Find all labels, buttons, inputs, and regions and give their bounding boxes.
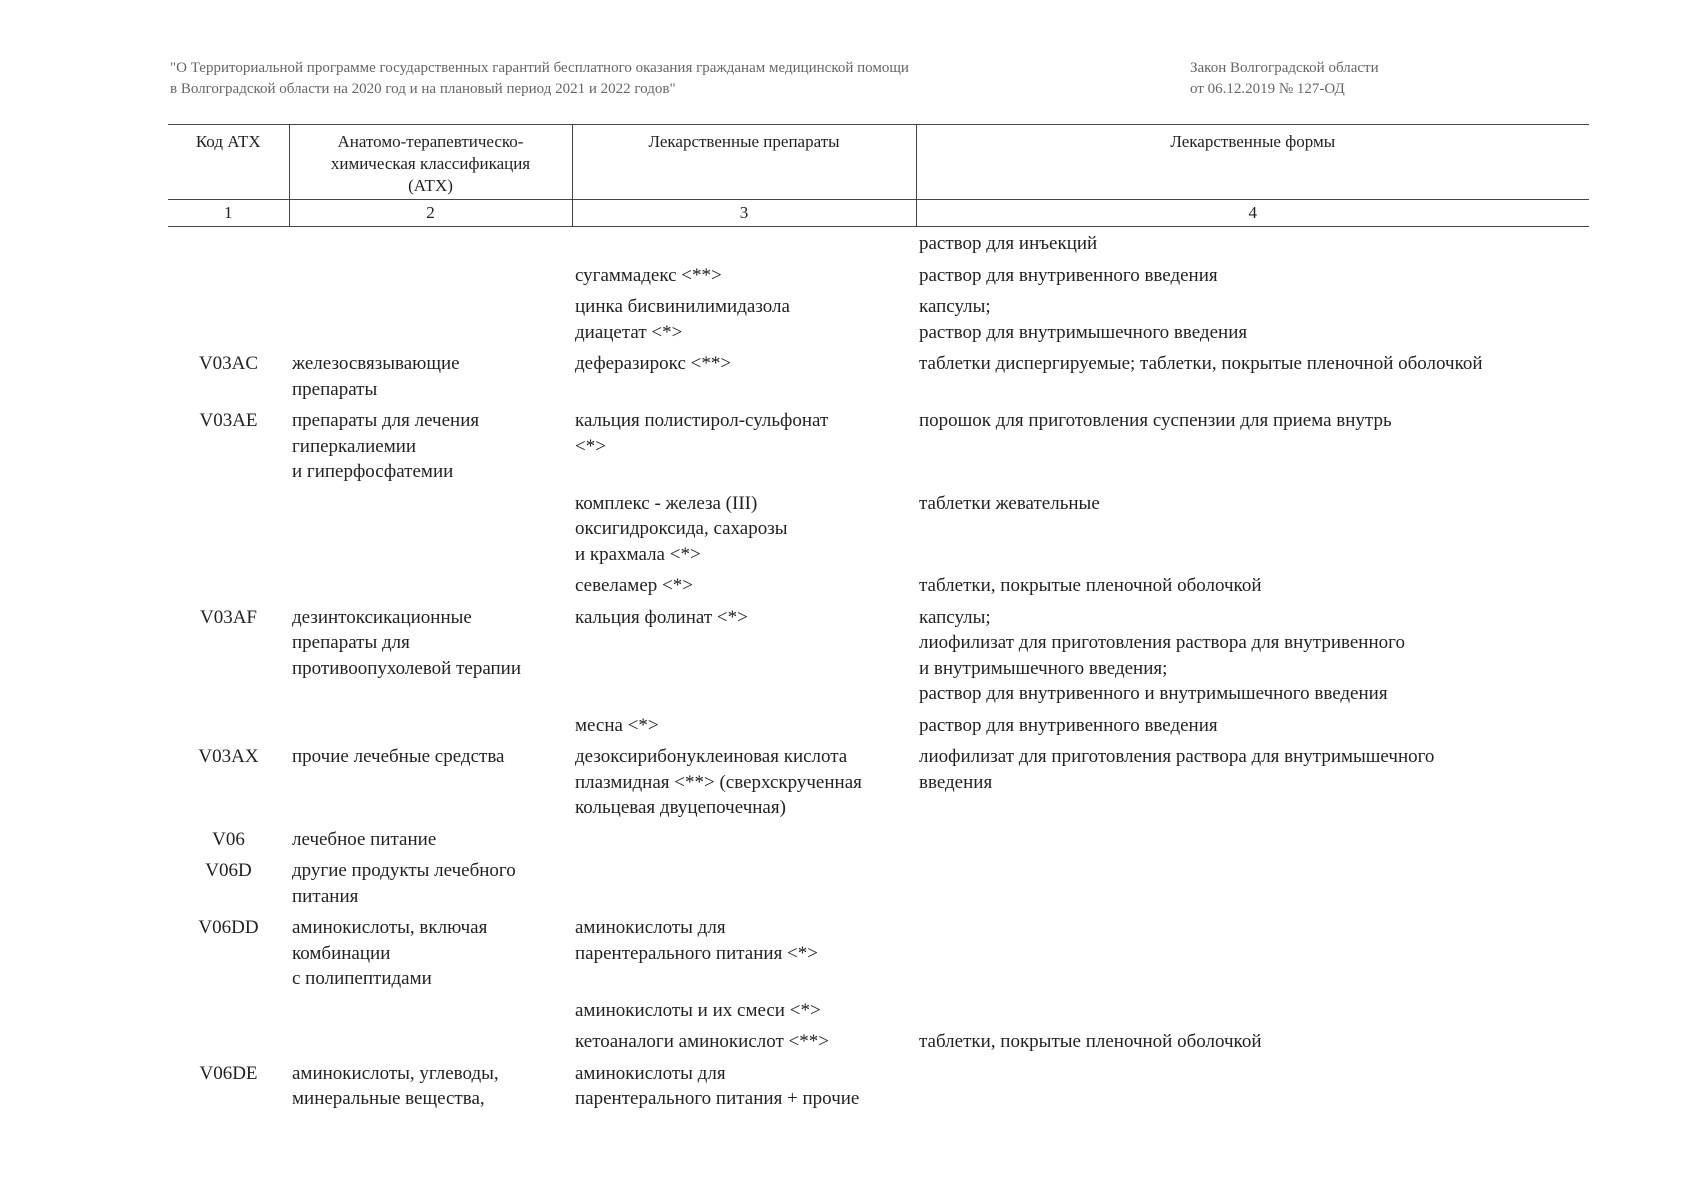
atx-classification-line: гиперкалиемии bbox=[292, 435, 417, 457]
drug-name-line: оксигидроксида, сахарозы bbox=[575, 518, 788, 539]
column-header-classification-line: (АТХ) bbox=[408, 176, 453, 195]
table-row bbox=[168, 855, 1589, 912]
table-row bbox=[168, 602, 1589, 710]
atx-classification-cell bbox=[289, 291, 572, 348]
atx-classification-cell bbox=[289, 995, 572, 1027]
table-row bbox=[168, 260, 1589, 292]
dosage-form-cell bbox=[916, 741, 1589, 824]
table-body bbox=[168, 227, 1589, 1115]
dosage-form-line: раствор для внутривенного и внутримышечного введения bbox=[919, 683, 1388, 704]
atx-classification-cell bbox=[289, 570, 572, 602]
dosage-form-cell bbox=[916, 291, 1589, 348]
table-header-row bbox=[168, 125, 1589, 200]
dosage-form-cell bbox=[916, 1026, 1589, 1058]
drug-name-line: севеламер <*> bbox=[575, 575, 693, 596]
drug-name-cell bbox=[572, 602, 916, 710]
drug-name-cell bbox=[572, 824, 916, 856]
table-row bbox=[168, 348, 1589, 405]
atx-classification-line: минеральные вещества, bbox=[292, 1088, 485, 1109]
drug-name-line: аминокислоты и их смеси <*> bbox=[575, 999, 821, 1021]
header-title-line-1: "О Территориальной программе государственных гарантий бесплатного оказания гражданам медицинской помощи bbox=[170, 60, 909, 76]
atx-classification-line: комбинации bbox=[292, 942, 391, 964]
atx-classification-line: аминокислоты, включая bbox=[292, 917, 488, 938]
table-row bbox=[168, 995, 1589, 1027]
dosage-form-line: таблетки, покрытые пленочной оболочкой bbox=[919, 575, 1262, 596]
drug-name-cell bbox=[572, 710, 916, 742]
atx-code-cell: V03AE bbox=[199, 410, 258, 431]
table-row bbox=[168, 291, 1589, 348]
dosage-form-cell bbox=[916, 227, 1589, 260]
header-law-line-1: Закон Волгоградской области bbox=[1190, 60, 1379, 76]
atx-classification-line: дезинтоксикационные bbox=[292, 606, 472, 628]
dosage-form-line: таблетки диспергируемые; таблетки, покрытые пленочной оболочкой bbox=[919, 353, 1483, 374]
atx-code-cell bbox=[168, 995, 289, 1027]
atx-code-cell: V06DE bbox=[199, 1062, 258, 1084]
dosage-form-cell bbox=[916, 488, 1589, 571]
atx-code-cell bbox=[168, 260, 289, 292]
atx-classification-cell bbox=[289, 405, 572, 488]
dosage-form-line: и внутримышечного введения; bbox=[919, 657, 1168, 679]
atx-classification-cell bbox=[289, 227, 572, 260]
atx-classification-cell bbox=[289, 912, 572, 995]
drug-name-cell bbox=[572, 348, 916, 405]
drug-name-line: кетоаналоги аминокислот <**> bbox=[575, 1031, 829, 1052]
column-number: 4 bbox=[916, 200, 1589, 227]
drug-name-line: и крахмала <*> bbox=[575, 543, 701, 565]
drug-name-cell bbox=[572, 260, 916, 292]
atx-classification-cell bbox=[289, 855, 572, 912]
column-header-drugs: Лекарственные препараты bbox=[572, 125, 916, 200]
dosage-form-cell bbox=[916, 710, 1589, 742]
atx-code-cell: V03AX bbox=[198, 746, 259, 767]
drug-name-line: цинка бисвинилимидазола bbox=[575, 296, 790, 317]
drug-name-cell bbox=[572, 855, 916, 912]
atx-code-cell: V03AF bbox=[199, 606, 257, 628]
atx-code-cell: V03AC bbox=[198, 353, 259, 374]
column-number: 3 bbox=[572, 200, 916, 227]
header-law-line-2: от 06.12.2019 № 127-ОД bbox=[1190, 81, 1345, 97]
dosage-form-line: таблетки жевательные bbox=[919, 492, 1100, 514]
table-row bbox=[168, 824, 1589, 856]
document-header-law bbox=[1190, 58, 1490, 100]
table-row bbox=[168, 1058, 1589, 1115]
drug-name-line: месна <*> bbox=[575, 714, 659, 736]
atx-classification-cell bbox=[289, 602, 572, 710]
atx-classification-line: с полипептидами bbox=[292, 968, 432, 989]
drug-name-cell bbox=[572, 488, 916, 571]
drug-name-cell bbox=[572, 291, 916, 348]
table-column-number-row bbox=[168, 200, 1589, 227]
drug-name-line: дезоксирибонуклеиновая кислота bbox=[575, 746, 848, 767]
dosage-form-line: лиофилизат для приготовления раствора для внутримышечного bbox=[919, 746, 1435, 767]
dosage-form-cell bbox=[916, 912, 1589, 995]
dosage-form-cell bbox=[916, 348, 1589, 405]
atx-classification-cell bbox=[289, 260, 572, 292]
dosage-form-line: лиофилизат для приготовления раствора для внутривенного bbox=[919, 632, 1405, 653]
table-row bbox=[168, 488, 1589, 571]
drug-name-cell bbox=[572, 995, 916, 1027]
dosage-form-cell bbox=[916, 824, 1589, 856]
atx-classification-line: железосвязывающие bbox=[292, 353, 460, 374]
table-row bbox=[168, 710, 1589, 742]
table-row bbox=[168, 912, 1589, 995]
drug-name-line: <*> bbox=[575, 435, 606, 457]
atx-classification-cell bbox=[289, 1026, 572, 1058]
atx-classification-line: аминокислоты, углеводы, bbox=[292, 1062, 499, 1084]
column-header-forms: Лекарственные формы bbox=[916, 125, 1589, 200]
dosage-form-line: таблетки, покрытые пленочной оболочкой bbox=[919, 1031, 1262, 1052]
drug-name-line: аминокислоты для bbox=[575, 917, 726, 938]
dosage-form-line: порошок для приготовления суспензии для приема внутрь bbox=[919, 410, 1392, 431]
drug-name-cell bbox=[572, 1026, 916, 1058]
drug-name-line: аминокислоты для bbox=[575, 1062, 726, 1084]
document-header-title bbox=[170, 58, 1070, 100]
dosage-form-cell bbox=[916, 405, 1589, 488]
column-header-classification-line: химическая классификация bbox=[330, 154, 531, 173]
atx-code-cell: V06DD bbox=[198, 917, 259, 938]
dosage-form-line: капсулы; bbox=[919, 296, 991, 317]
drug-name-cell bbox=[572, 912, 916, 995]
dosage-form-cell bbox=[916, 855, 1589, 912]
atx-classification-cell bbox=[289, 824, 572, 856]
atx-code-cell bbox=[168, 570, 289, 602]
drug-name-line: кольцевая двуцепочечная) bbox=[575, 797, 786, 818]
drug-name-cell bbox=[572, 405, 916, 488]
dosage-form-cell bbox=[916, 570, 1589, 602]
atx-drug-table bbox=[168, 124, 1589, 1115]
atx-classification-cell bbox=[289, 1058, 572, 1115]
table-row bbox=[168, 741, 1589, 824]
drug-name-line: деферазирокс <**> bbox=[575, 353, 732, 374]
atx-classification-line: препараты bbox=[292, 378, 378, 400]
column-number: 2 bbox=[289, 200, 572, 227]
atx-code-cell bbox=[168, 488, 289, 571]
drug-name-line: кальция полистирол-сульфонат bbox=[575, 410, 829, 431]
drug-name-cell bbox=[572, 227, 916, 260]
table-row bbox=[168, 227, 1589, 260]
table-row bbox=[168, 570, 1589, 602]
dosage-form-cell bbox=[916, 602, 1589, 710]
atx-classification-line: другие продукты лечебного bbox=[292, 860, 516, 881]
dosage-form-line: раствор для инъекций bbox=[919, 233, 1098, 254]
dosage-form-line: раствор для внутривенного введения bbox=[919, 714, 1218, 736]
atx-classification-line: прочие лечебные средства bbox=[292, 746, 505, 767]
drug-name-line: сугаммадекс <**> bbox=[575, 264, 722, 286]
atx-code-cell bbox=[168, 710, 289, 742]
atx-classification-line: и гиперфосфатемии bbox=[292, 461, 454, 482]
drug-name-line: плазмидная <**> (сверхскрученная bbox=[575, 771, 862, 793]
atx-classification-cell bbox=[289, 741, 572, 824]
drug-name-line: парентерального питания + прочие bbox=[575, 1088, 860, 1109]
atx-classification-cell bbox=[289, 348, 572, 405]
column-header-code: Код АТХ bbox=[168, 125, 289, 200]
column-header-classification-line: Анатомо-терапевтическо- bbox=[337, 132, 524, 151]
dosage-form-cell bbox=[916, 260, 1589, 292]
atx-code-cell: V06 bbox=[212, 828, 245, 850]
atx-classification-line: препараты для bbox=[292, 632, 410, 653]
column-number: 1 bbox=[168, 200, 289, 227]
drug-name-cell bbox=[572, 741, 916, 824]
atx-code-cell: V06D bbox=[205, 860, 252, 881]
dosage-form-line: раствор для внутримышечного введения bbox=[919, 321, 1248, 343]
column-header-classification bbox=[289, 125, 572, 200]
header-title-line-2: в Волгоградской области на 2020 год и на плановый период 2021 и 2022 годов" bbox=[170, 81, 676, 97]
atx-classification-line: лечебное питание bbox=[292, 828, 437, 850]
atx-code-cell bbox=[168, 227, 289, 260]
dosage-form-cell bbox=[916, 995, 1589, 1027]
dosage-form-line: введения bbox=[919, 771, 993, 793]
drug-name-line: комплекс - железа (III) bbox=[575, 492, 758, 514]
dosage-form-cell bbox=[916, 1058, 1589, 1115]
table-row bbox=[168, 1026, 1589, 1058]
atx-classification-cell bbox=[289, 710, 572, 742]
atx-code-cell bbox=[168, 291, 289, 348]
atx-classification-line: противоопухолевой терапии bbox=[292, 657, 522, 679]
drug-name-line: диацетат <*> bbox=[575, 321, 683, 343]
atx-classification-line: питания bbox=[292, 885, 359, 907]
drug-name-line: кальция фолинат <*> bbox=[575, 606, 748, 628]
atx-code-cell bbox=[168, 1026, 289, 1058]
dosage-form-line: раствор для внутривенного введения bbox=[919, 264, 1218, 286]
atx-classification-line: препараты для лечения bbox=[292, 410, 480, 431]
drug-name-cell bbox=[572, 1058, 916, 1115]
atx-classification-cell bbox=[289, 488, 572, 571]
dosage-form-line: капсулы; bbox=[919, 606, 991, 628]
drug-name-line: парентерального питания <*> bbox=[575, 942, 818, 964]
table-row bbox=[168, 405, 1589, 488]
drug-name-cell bbox=[572, 570, 916, 602]
